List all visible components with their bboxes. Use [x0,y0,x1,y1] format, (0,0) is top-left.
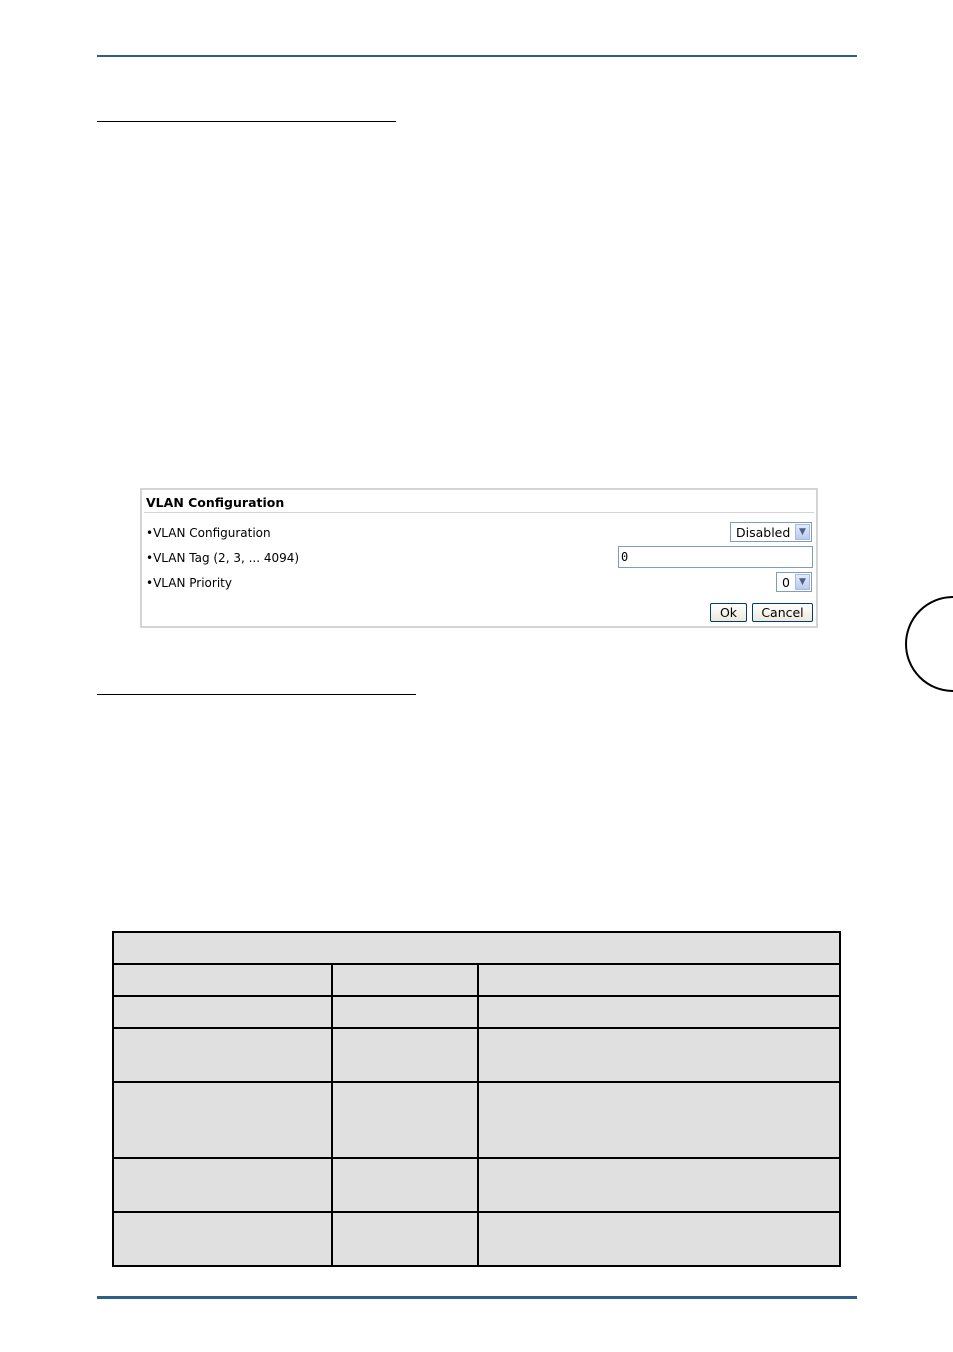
table-row [114,1213,839,1265]
table-header-cell [479,965,839,995]
table-row [114,1029,839,1081]
vlan-priority-label: •VLAN Priority [146,576,232,590]
vlan-configuration-label: •VLAN Configuration [146,526,271,540]
chevron-down-icon[interactable]: ▼ [795,574,810,590]
table-header-cell [114,965,331,995]
chevron-down-icon[interactable]: ▼ [795,524,810,540]
select-value: Disabled [736,525,791,540]
vlan-priority-select[interactable] [776,572,812,592]
section-heading-underline [97,121,396,122]
section-heading-underline [97,694,416,695]
table-row [114,997,839,1027]
footer-rule [97,1296,857,1299]
header-rule [97,55,857,57]
vlan-configuration-panel [140,488,818,628]
ok-button[interactable]: Ok [710,603,747,622]
table-row [114,1159,839,1211]
panel-divider [144,512,814,513]
chapter-tab-marker [905,596,953,692]
parameter-table [112,931,841,1267]
vlan-tag-input[interactable]: 0 [618,546,813,568]
cancel-button[interactable]: Cancel [752,603,813,622]
table-row [114,1083,839,1157]
table-title-row [114,933,839,963]
table-header-cell [333,965,477,995]
vlan-tag-label: •VLAN Tag (2, 3, ... 4094) [146,551,300,565]
select-value: 0 [782,575,790,590]
vlan-configuration-select[interactable] [730,522,812,542]
panel-title: VLAN Configuration [146,495,285,510]
